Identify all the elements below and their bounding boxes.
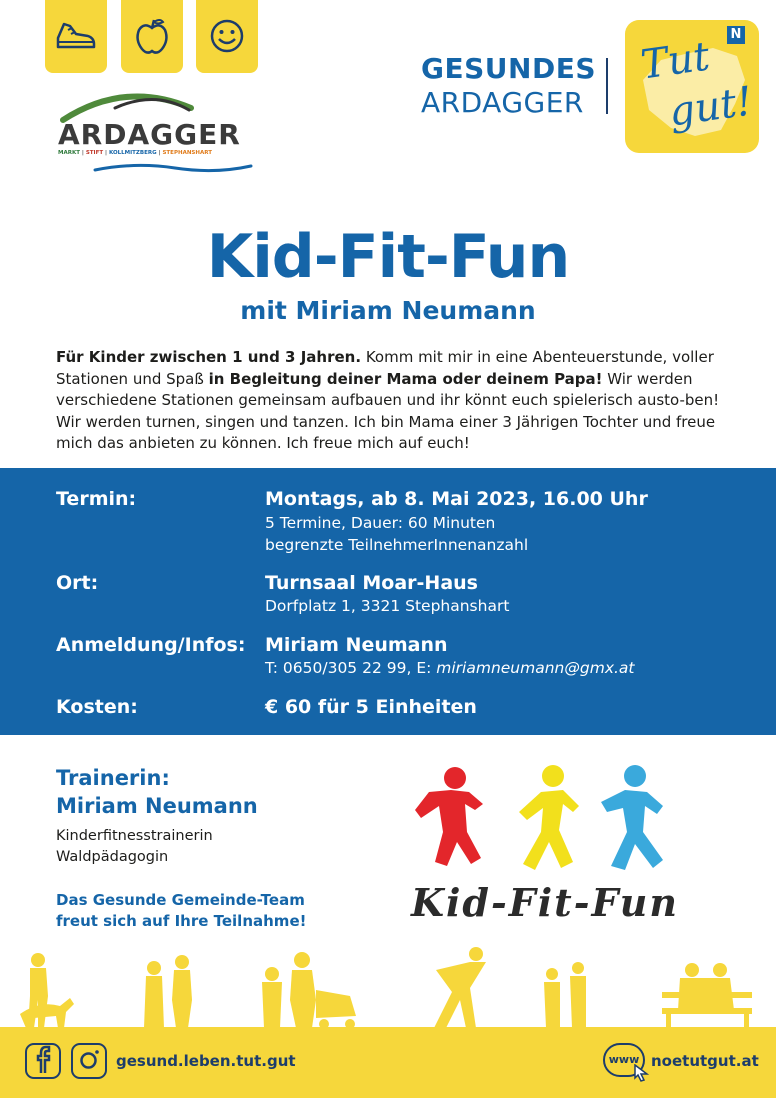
ardagger-subline-part: KOLLMITZBERG xyxy=(108,150,157,156)
facebook-glyph xyxy=(27,1045,58,1076)
noe-badge: N xyxy=(727,26,745,44)
ardagger-label: ARDAGGER xyxy=(421,86,584,119)
silhouettes-graphic xyxy=(0,940,776,1030)
gut-text: gut! xyxy=(666,78,756,136)
header-divider xyxy=(606,58,608,114)
kids-figures-graphic xyxy=(395,762,695,882)
instagram-glyph xyxy=(73,1045,104,1076)
team-line-1: Das Gesunde Gemeinde-Team xyxy=(56,891,305,909)
intro-bold-2: in Begleitung deiner Mama oder deinem Papa! xyxy=(208,369,603,388)
website-link[interactable]: noetutgut.at xyxy=(651,1052,759,1070)
termin-value: Montags, ab 8. Mai 2023, 16.00 Uhr xyxy=(265,488,648,510)
yellow-kid-figure xyxy=(519,765,579,870)
ardagger-subline-part: | xyxy=(103,150,109,156)
blue-kid-figure xyxy=(601,765,663,870)
social-handle[interactable]: gesund.leben.tut.gut xyxy=(116,1052,296,1070)
sneaker-icon xyxy=(54,14,98,58)
instagram-icon[interactable] xyxy=(71,1043,107,1079)
anmeldung-value: Miriam Neumann xyxy=(265,634,448,656)
intro-bold-1: Für Kinder zwischen 1 und 3 Jahren. xyxy=(56,348,362,366)
tile-sneaker xyxy=(45,0,107,73)
tut-text: Tut xyxy=(638,33,713,89)
red-kid-figure xyxy=(415,767,483,866)
ort-address: Dorfplatz 1, 3321 Stephanshart xyxy=(265,597,510,615)
kosten-label: Kosten: xyxy=(56,696,138,718)
couple-silhouette xyxy=(144,955,192,1028)
bench-silhouette xyxy=(662,963,752,1028)
trainer-roles xyxy=(56,826,213,868)
person-with-dog-silhouette xyxy=(20,953,74,1028)
trainer-role-1: Kinderfitnesstrainerin xyxy=(56,828,213,844)
facebook-icon[interactable] xyxy=(25,1043,61,1079)
kidfitfun-logo xyxy=(395,762,695,927)
ardagger-subline-part: STIFT xyxy=(85,150,104,156)
ardagger-subline-part: | xyxy=(79,150,86,156)
smiley-icon xyxy=(205,14,249,58)
termin-detail-1: 5 Termine, Dauer: 60 Minuten xyxy=(265,514,496,532)
ardagger-subline xyxy=(58,150,212,156)
river-graphic xyxy=(55,160,255,178)
stretching-person-silhouette xyxy=(434,947,486,1028)
trainer-role-2: Waldpädagogin xyxy=(56,849,169,865)
ardagger-wordmark: ARDAGGER xyxy=(58,118,241,151)
kidfitfun-wordmark: Kid-Fit-Fun xyxy=(410,880,680,925)
trainer-name: Miriam Neumann xyxy=(56,794,258,818)
intro-text-2: Wir werden verschiedene Stationen gemeinsam aufbauen und ihr könnt euch spielerisch austo-ben! Wir werden turnen, singen und tanzen. Ich bin Mama einer 3 Jährigen Tochter und freue mich das anbieten zu können. Ich freue mich auf euch! xyxy=(56,369,720,452)
children-silhouette xyxy=(544,962,586,1028)
ardagger-subline-part: MARKT xyxy=(58,150,80,156)
tutgut-logo xyxy=(625,20,759,153)
tile-apple xyxy=(121,0,183,73)
cursor-icon xyxy=(633,1064,649,1082)
ardagger-subline-part: | xyxy=(156,150,163,156)
ardagger-subline-part: STEPHANSHART xyxy=(162,150,212,156)
family-with-stroller-silhouette xyxy=(262,952,356,1029)
anmeldung-label: Anmeldung/Infos: xyxy=(56,634,246,656)
tile-smiley xyxy=(196,0,258,73)
ort-label: Ort: xyxy=(56,572,99,594)
anmeldung-contact xyxy=(265,657,635,679)
termin-detail-2: begrenzte TeilnehmerInnenanzahl xyxy=(265,536,529,554)
termin-label: Termin: xyxy=(56,488,137,510)
intro-text-1: Komm mit mir in eine Abenteuerstunde, voller Stationen und Spaß xyxy=(56,348,714,388)
intro-paragraph xyxy=(56,347,726,455)
team-line-2: freut sich auf Ihre Teilnahme! xyxy=(56,912,307,930)
page-subtitle: mit Miriam Neumann xyxy=(240,296,536,325)
gesundes-label: GESUNDES xyxy=(421,52,596,85)
ort-value: Turnsaal Moar-Haus xyxy=(265,572,478,594)
kosten-value: € 60 für 5 Einheiten xyxy=(265,696,477,718)
ardagger-logo xyxy=(55,86,255,178)
anmeldung-email-link[interactable]: miriamneumann@gmx.at xyxy=(436,659,635,677)
anmeldung-phone: T: 0650/305 22 99, E: xyxy=(265,659,437,677)
apple-icon xyxy=(130,14,174,58)
details-band xyxy=(0,468,776,735)
trainer-heading: Trainerin: xyxy=(56,766,170,790)
page-title: Kid-Fit-Fun xyxy=(206,222,570,292)
team-message xyxy=(56,890,306,932)
website-globe-icon: www xyxy=(603,1043,645,1077)
